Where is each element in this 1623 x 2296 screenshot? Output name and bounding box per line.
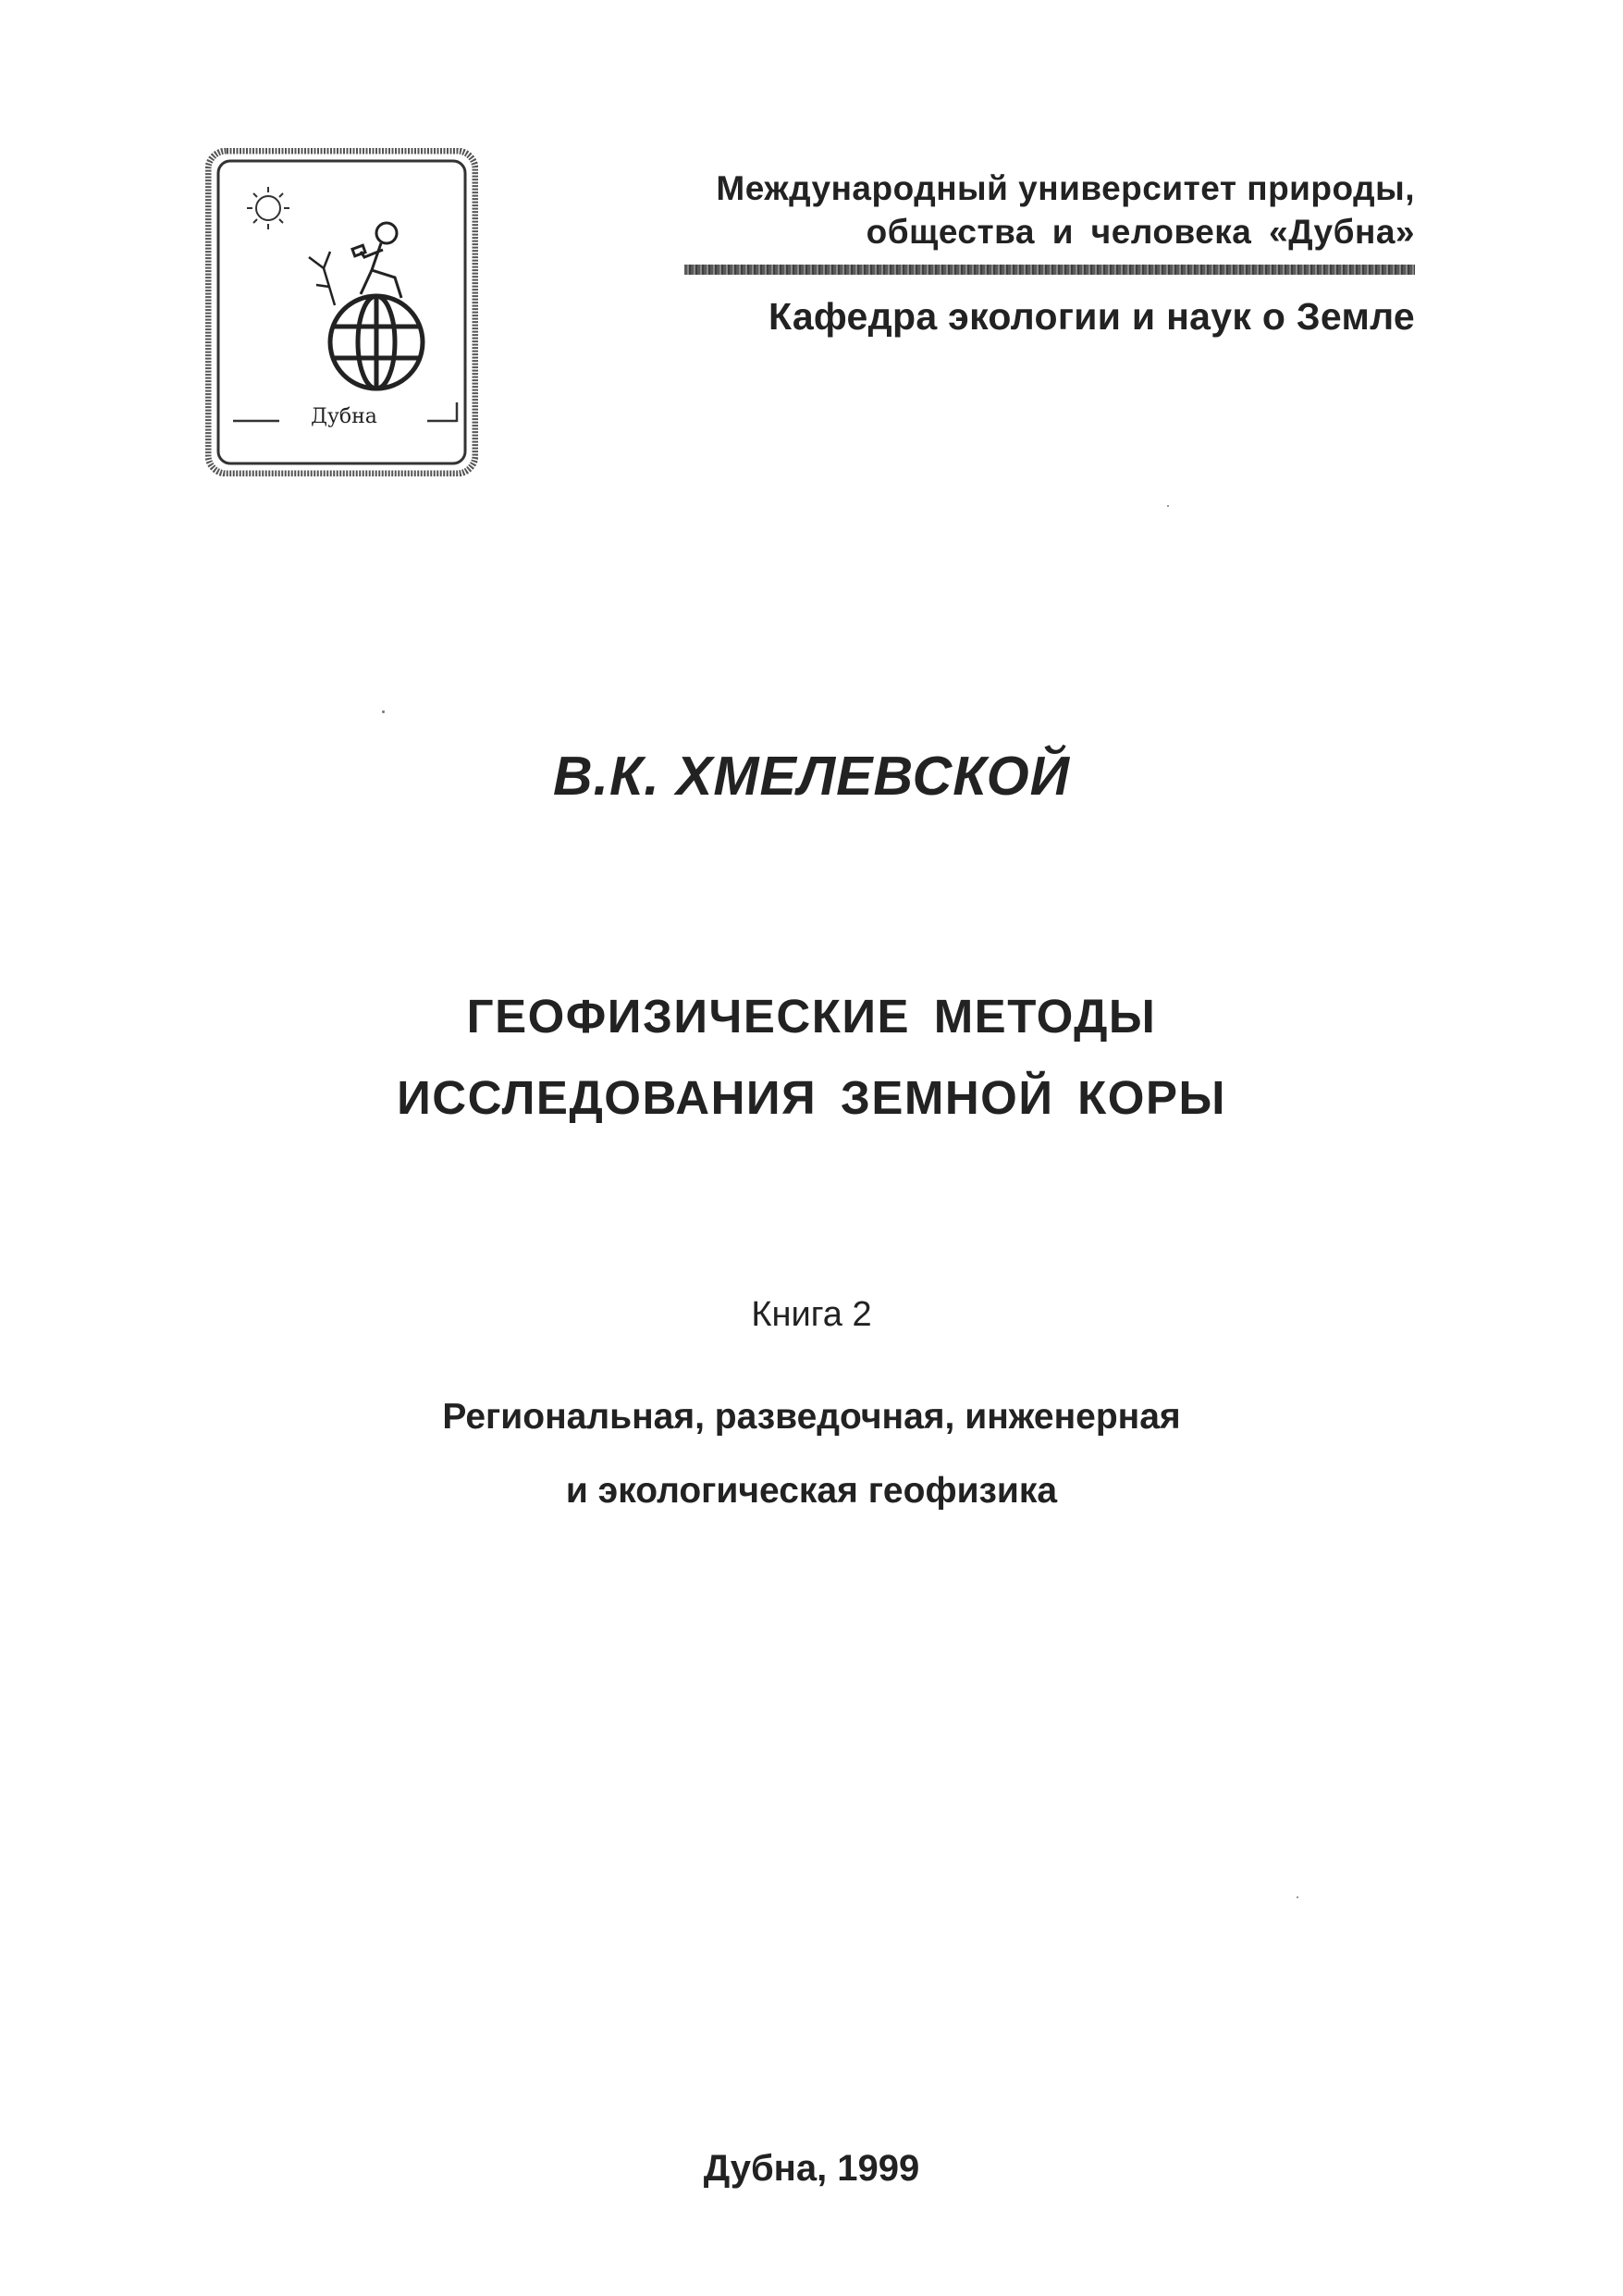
book-subtitle-line1: Региональная, разведочная, инженерная: [442, 1397, 1181, 1437]
book-title-line1: ГЕОФИЗИЧЕСКИЕ МЕТОДЫ: [466, 990, 1157, 1043]
scan-speck: [382, 710, 385, 713]
university-logo: [205, 148, 478, 476]
globe-icon: [330, 296, 423, 389]
plant-icon: [309, 252, 335, 305]
volume-number: Книга 2: [751, 1295, 872, 1334]
header-divider: [684, 265, 1415, 275]
book-subtitle: [0, 1380, 1623, 1528]
university-name-line2: общества и человека «Дубна»: [866, 213, 1415, 251]
scan-speck: [1297, 1896, 1298, 1898]
university-name: [684, 167, 1415, 253]
logo-caption: Дубна: [311, 405, 377, 428]
institution-header: [684, 167, 1415, 339]
university-name-line1: Международный университет природы,: [716, 169, 1415, 207]
publication-place-year: Дубна, 1999: [703, 2148, 920, 2189]
author-name: В.К. ХМЕЛЕВСКОЙ: [552, 746, 1071, 807]
scan-speck: [1167, 505, 1169, 507]
book-subtitle-line2: и экологическая геофизика: [565, 1471, 1058, 1511]
book-title-line2: ИССЛЕДОВАНИЯ ЗЕМНОЙ КОРЫ: [397, 1071, 1226, 1124]
department-name: Кафедра экологии и наук о Земле: [768, 295, 1415, 338]
reader-figure-icon: [352, 223, 401, 298]
sun-icon: [247, 187, 289, 229]
book-title: [0, 976, 1623, 1139]
